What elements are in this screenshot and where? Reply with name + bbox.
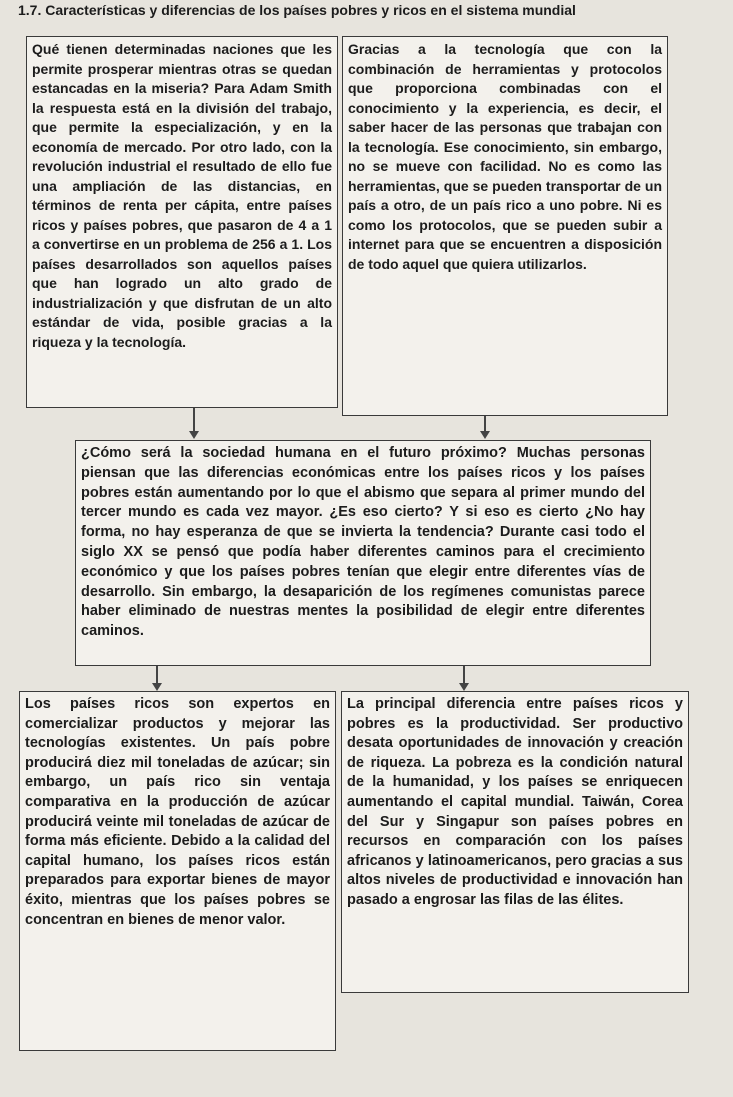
text-box-technology-knowledge: Gracias a la tecnología que con la combinación de herramientas y protocolos que proporciona combinadas con el conocimiento y la experiencia, es decir, el saber hacer de las personas que trabajan con la tecnología. Ese conocimiento, sin embargo, no se mueve con facilidad. No es como las herramientas, que se pueden transportar de un país a otro, de un país rico a uno pobre. Ni es como los protocolos, que se pueden subir a internet para que se encuentren a disposición de todo aquel que quiera utilizarlos. [342, 36, 668, 416]
connector-line [463, 666, 465, 684]
text-box-productivity-difference: La principal diferencia entre países ricos y pobres es la productividad. Ser productivo desata oportunidades de innovación y creación de riqueza. La pobreza es la condición natural de la humanidad, y los países se enriquecen aumentando el capital mundial. Taiwán, Corea del Sur y Singapur son países pobres en recursos en comparación con los países africanos y latinoamericanos, pero gracias a sus altos niveles de productividad e innovación han pasado a engrosar las filas de las élites. [341, 691, 689, 993]
section-title: 1.7. Características y diferencias de los países pobres y ricos en el sistema mundial [18, 2, 576, 18]
text-box-rich-countries-expertise: Los países ricos son expertos en comercializar productos y mejorar las tecnologías existentes. Un país pobre producirá diez mil toneladas de azúcar; sin embargo, un país rico sin ventaja comparativa en la producción de azúcar producirá veinte mil toneladas de azúcar de forma más eficiente. Debido a la calidad del capital humano, los países ricos están preparados para exportar bienes de mayor éxito, mientras que los países pobres se concentran en bienes de menor valor. [19, 691, 336, 1051]
connector-line [484, 416, 486, 432]
connector-line [156, 666, 158, 684]
connector-arrow [189, 431, 199, 439]
connector-line [193, 408, 195, 432]
connector-arrow [459, 683, 469, 691]
connector-arrow [152, 683, 162, 691]
text-box-national-prosperity: Qué tienen determinadas naciones que les permite prosperar mientras otras se quedan estancadas en la miseria? Para Adam Smith la respuesta está en la división del trabajo, que permite la especialización, y en la economía de mercado. Por otro lado, con la revolución industrial el resultado de ello fue una ampliación de las distancias, en términos de renta per cápita, entre países ricos y países pobres, que pasaron de 4 a 1 a convertirse en un problema de 256 a 1. Los países desarrollados son aquellos países que han logrado un alto grado de industrialización y que disfrutan de un alto estándar de vida, posible gracias a la riqueza y la tecnología. [26, 36, 338, 408]
text-box-future-society: ¿Cómo será la sociedad humana en el futuro próximo? Muchas personas piensan que las diferencias económicas entre los países ricos y los países pobres están aumentando por lo que el abismo que separa al primer mundo del tercer mundo es cada vez mayor. ¿Es eso cierto? Y si eso es cierto ¿No hay forma, no hay esperanza de que se invierta la tendencia? Durante casi todo el siglo XX se pensó que podía haber diferentes caminos para el crecimiento económico y que los países pobres tenían que elegir entre diferentes vías de desarrollo. Sin embargo, la desaparición de los regímenes comunistas parece haber eliminado de nuestras mentes la posibilidad de elegir entre diferentes caminos. [75, 440, 651, 666]
connector-arrow [480, 431, 490, 439]
